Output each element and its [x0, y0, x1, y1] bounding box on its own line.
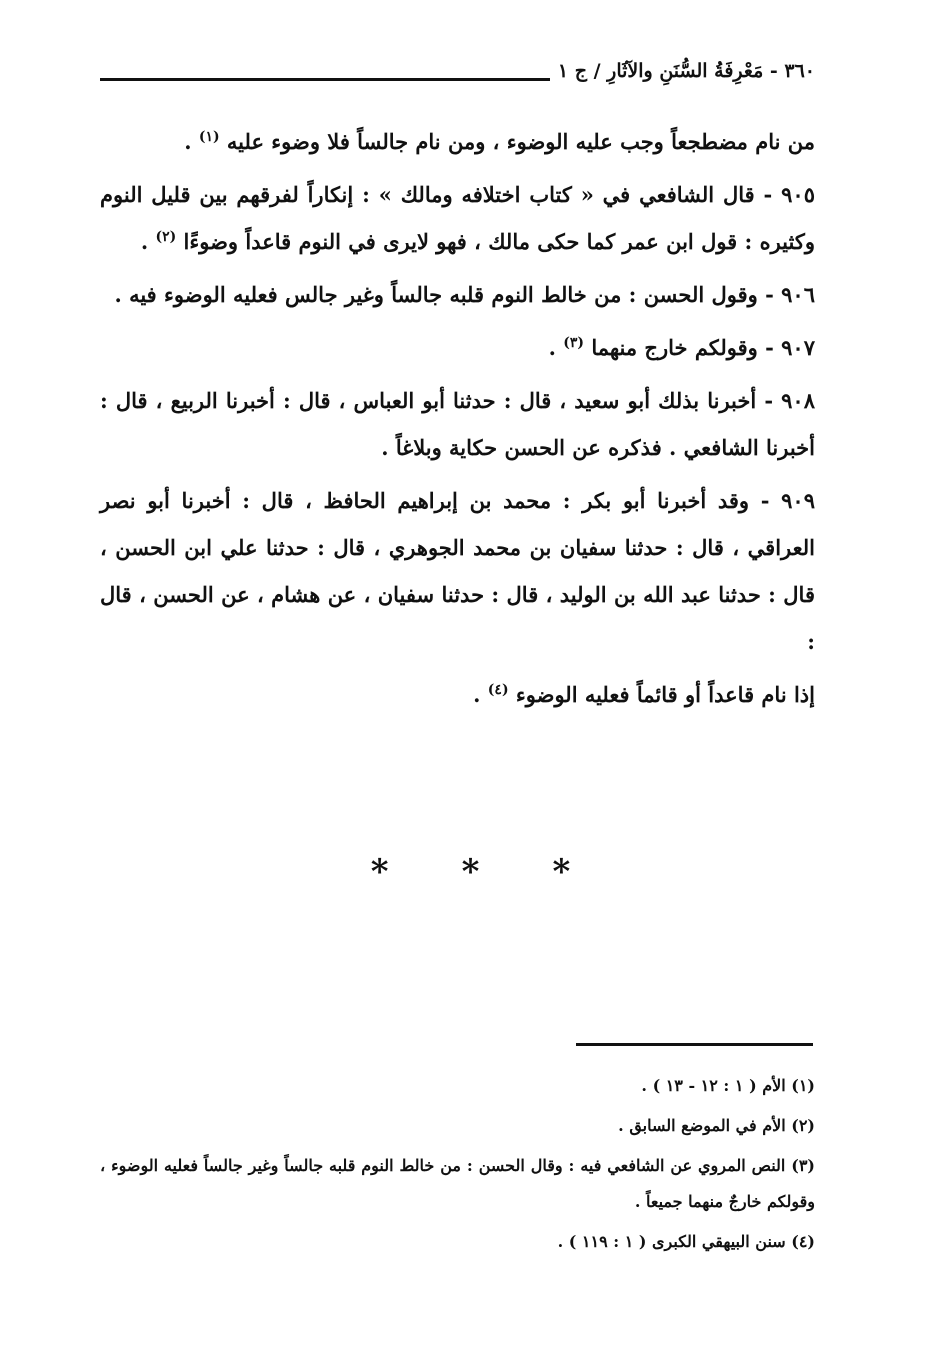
paragraph-907-text: ٩٠٧ - وقولكم خارج منهما [591, 335, 815, 360]
footnote-ref-4: (٤) [487, 682, 509, 698]
footnotes [100, 1068, 815, 1264]
quoted-statement [100, 671, 815, 718]
footnote-ref-1: (١) [198, 129, 220, 145]
header-rule [100, 78, 550, 81]
paragraph-1-end: . [184, 129, 192, 154]
footnote-1: (١) الأم ( ١ : ١٢ - ١٣ ) . [641, 1076, 815, 1095]
paragraph-907-end: . [548, 335, 556, 360]
footnote-ref-3: (٣) [563, 335, 584, 351]
paragraph-909-text: ٩٠٩ - وقد أخبرنا أبو بكر : محمد بن إبراهيم الحافظ ، قال : أخبرنا أبو نصر العراقي ، قال : حدثنا سفيان بن محمد الجوهري ، قال : حدثنا علي ابن الحسن ، قال : حدثنا عبد الله بن الوليد ، قال : حدثنا سفيان ، عن هشام ، عن الحسن ، قال : [100, 488, 815, 654]
footnote-2: (٢) الأم في الموضع السابق . [618, 1116, 815, 1135]
quoted-statement-end: . [473, 682, 481, 707]
quoted-statement-text: إذا نام قاعداً أو قائماً فعليه الوضوء [515, 682, 815, 707]
paragraph-908-text: ٩٠٨ - أخبرنا بذلك أبو سعيد ، قال : حدثنا أبو العباس ، قال : أخبرنا الربيع ، قال : أخبرنا الشافعي . فذكره عن الحسن حكاية وبلاغاً . [100, 388, 815, 460]
paragraph-909 [100, 477, 815, 665]
paragraph-906-text: ٩٠٦ - وقول الحسن : من خالط النوم قلبه جالساً وغير جالس فعليه الوضوء فيه . [114, 282, 815, 307]
paragraph-1 [100, 118, 815, 165]
paragraph-907 [100, 324, 815, 371]
paragraph-906 [100, 271, 815, 318]
paragraph-905-end: . [140, 229, 149, 254]
footnote-ref-2: (٢) [155, 229, 177, 245]
separator-star: * [461, 852, 480, 892]
footnote-3: (٣) النص المروي عن الشافعي فيه : وقال الحسن : من خالط النوم قلبه جالساً وغير جالساً فعليه الوضوء ، وقولكم خارجٌ منهما جميعاً . [100, 1156, 815, 1211]
running-header [100, 58, 815, 98]
header-title: ٣٦٠ - مَعْرِفَةُ السُّنَنِ والآثَارِ / ج ١ [557, 60, 815, 82]
separator-star: * [552, 852, 571, 892]
paragraph-1-text: من نام مضطجعاً وجب عليه الوضوء ، ومن نام جالساً فلا وضوء عليه [226, 129, 815, 154]
footnote-rule [576, 1043, 813, 1046]
paragraph-905 [100, 171, 815, 265]
paragraph-905-text: ٩٠٥ - قال الشافعي في « كتاب اختلافه ومالك » : إنكاراً لفرقهم بين قليل النوم وكثيره : قول ابن عمر كما حكى مالك ، فهو لايرى في النوم قاعداً وضوءًا [100, 182, 815, 254]
footnote-4: (٤) سنن البيهقي الكبرى ( ١ : ١١٩ ) . [557, 1232, 815, 1251]
separator-star: * [370, 852, 389, 892]
main-text [100, 118, 815, 724]
paragraph-908 [100, 377, 815, 471]
section-separator [0, 852, 941, 892]
